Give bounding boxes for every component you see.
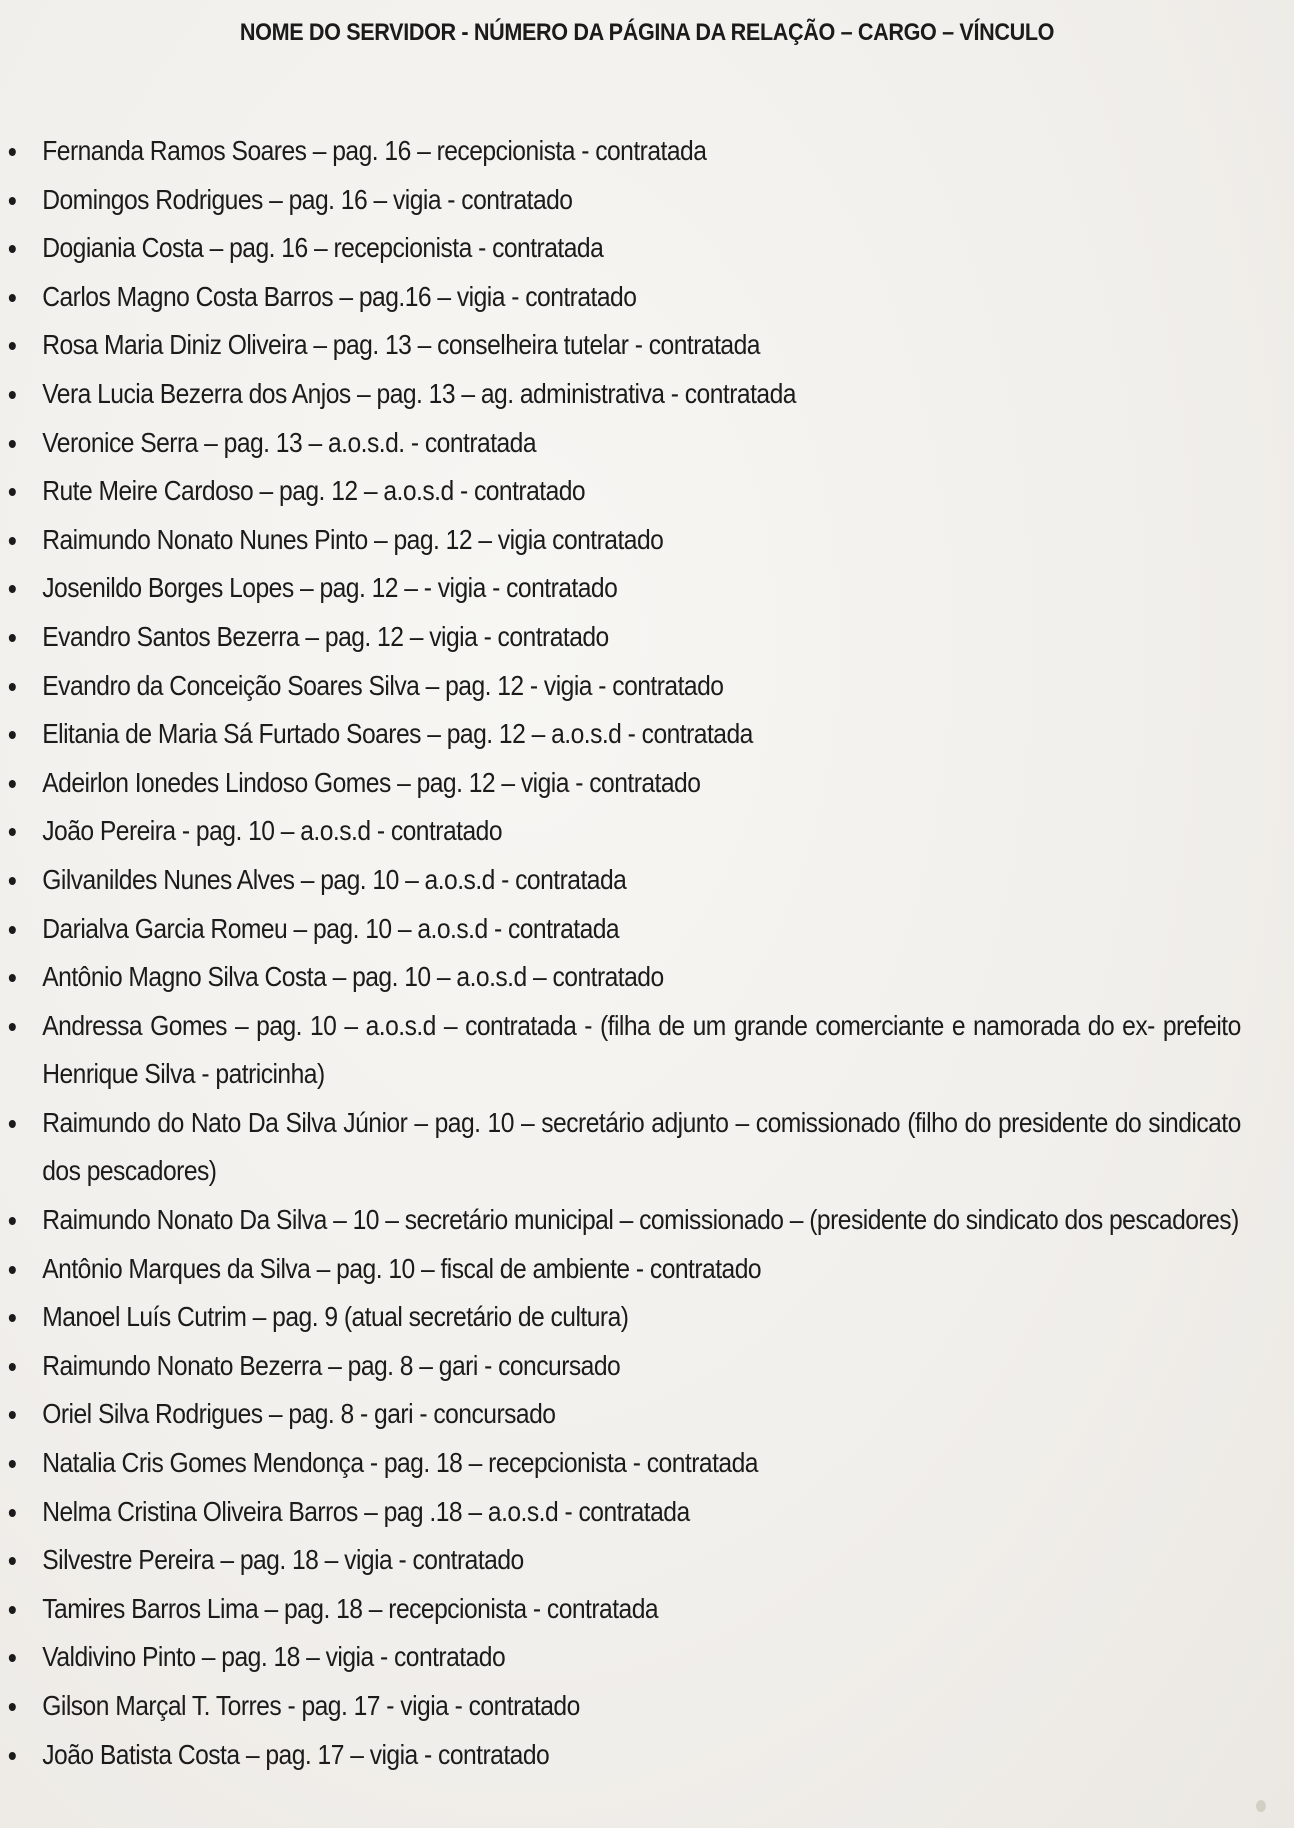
list-item: Gilvanildes Nunes Alves – pag. 10 – a.o.s.d - contratada [0, 856, 1093, 905]
list-item: Carlos Magno Costa Barros – pag.16 – vigia - contratado [0, 273, 1093, 322]
list-item: Manoel Luís Cutrim – pag. 9 (atual secretário de cultura) [0, 1293, 1093, 1342]
list-item: Natalia Cris Gomes Mendonça - pag. 18 – recepcionista - contratada [0, 1439, 1093, 1488]
list-item: Domingos Rodrigues – pag. 16 – vigia - contratado [0, 176, 1093, 225]
server-list [0, 127, 1294, 1779]
list-item: Raimundo do Nato Da Silva Júnior – pag. 10 – secretário adjunto – comissionado (filho do presidente do sindicato dos pescadores) [0, 1099, 1241, 1196]
list-item: Raimundo Nonato Da Silva – 10 – secretário municipal – comissionado – (presidente do sindicato dos pescadores) [0, 1196, 1241, 1245]
list-item: Veronice Serra – pag. 13 – a.o.s.d. - contratada [0, 419, 1093, 468]
list-item: Fernanda Ramos Soares – pag. 16 – recepcionista - contratada [0, 127, 1093, 176]
list-item: Gilson Marçal T. Torres - pag. 17 - vigia - contratado [0, 1682, 1093, 1731]
list-item: Josenildo Borges Lopes – pag. 12 – - vigia - contratado [0, 564, 1093, 613]
list-item: Darialva Garcia Romeu – pag. 10 – a.o.s.d - contratada [0, 905, 1093, 954]
list-item: Tamires Barros Lima – pag. 18 – recepcionista - contratada [0, 1585, 1093, 1634]
list-item: Raimundo Nonato Nunes Pinto – pag. 12 – vigia contratado [0, 516, 1093, 565]
list-item: Valdivino Pinto – pag. 18 – vigia - contratado [0, 1633, 1093, 1682]
list-item: Adeirlon Ionedes Lindoso Gomes – pag. 12 – vigia - contratado [0, 759, 1093, 808]
list-item: Evandro da Conceição Soares Silva – pag. 12 - vigia - contratado [0, 662, 1093, 711]
list-item: Vera Lucia Bezerra dos Anjos – pag. 13 – ag. administrativa - contratada [0, 370, 1093, 419]
list-item: João Pereira - pag. 10 – a.o.s.d - contratado [0, 807, 1093, 856]
document-title: NOME DO SERVIDOR - NÚMERO DA PÁGINA DA RELAÇÃO – CARGO – VÍNCULO [239, 19, 1055, 46]
list-item: Andressa Gomes – pag. 10 – a.o.s.d – contratada - (filha de um grande comerciante e namorada do ex- prefeito Henrique Silva - patricinha) [0, 1002, 1241, 1099]
list-item: Dogiania Costa – pag. 16 – recepcionista - contratada [0, 224, 1093, 273]
list-item: Antônio Magno Silva Costa – pag. 10 – a.o.s.d – contratado [0, 953, 1093, 1002]
list-item: João Batista Costa – pag. 17 – vigia - contratado [0, 1731, 1093, 1780]
list-item: Rosa Maria Diniz Oliveira – pag. 13 – conselheira tutelar - contratada [0, 321, 1093, 370]
list-item: Rute Meire Cardoso – pag. 12 – a.o.s.d - contratado [0, 467, 1093, 516]
list-item: Elitania de Maria Sá Furtado Soares – pag. 12 – a.o.s.d - contratada [0, 710, 1093, 759]
list-item: Silvestre Pereira – pag. 18 – vigia - contratado [0, 1536, 1093, 1585]
list-item: Evandro Santos Bezerra – pag. 12 – vigia - contratado [0, 613, 1093, 662]
paper-smudge [1256, 1800, 1266, 1812]
list-item: Nelma Cristina Oliveira Barros – pag .18 – a.o.s.d - contratada [0, 1488, 1093, 1537]
list-item: Raimundo Nonato Bezerra – pag. 8 – gari - concursado [0, 1342, 1093, 1391]
list-item: Antônio Marques da Silva – pag. 10 – fiscal de ambiente - contratado [0, 1245, 1093, 1294]
list-item: Oriel Silva Rodrigues – pag. 8 - gari - concursado [0, 1390, 1093, 1439]
